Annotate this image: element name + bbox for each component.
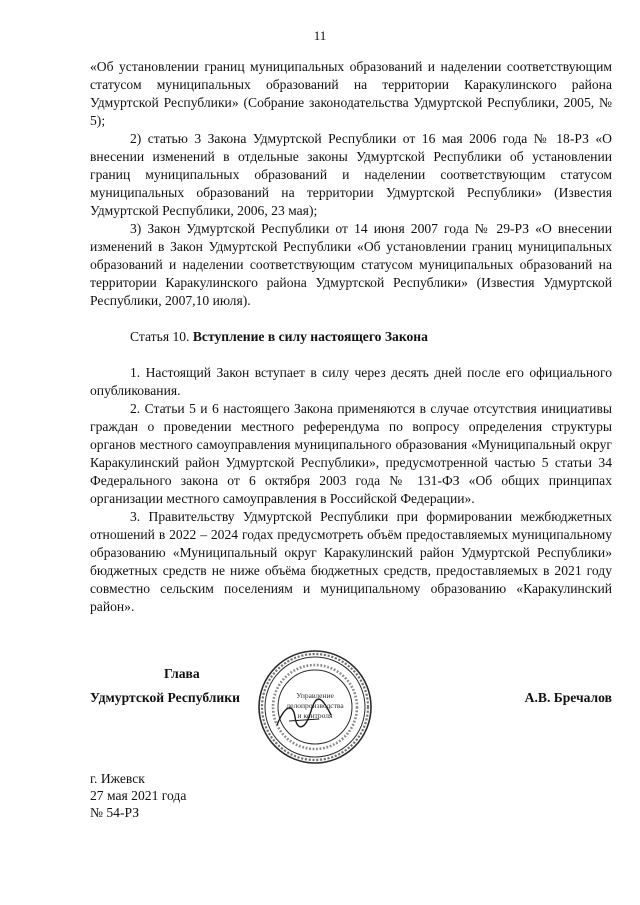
handwritten-signature-icon: [275, 695, 335, 735]
place-of-signing: г. Ижевск: [90, 771, 145, 786]
signatory-title-line-2: Удмуртской Республики: [90, 690, 240, 705]
document-footer: [90, 770, 186, 821]
article-title: Вступление в силу настоящего Закона: [192, 329, 428, 344]
signatory-name: А.В. Бречалов: [524, 690, 612, 705]
date-of-signing: 27 мая 2021 года: [90, 788, 187, 803]
stamp-text-line-3: и контроля: [297, 711, 333, 720]
paragraph-2: 2) статью 3 Закона Удмуртской Республики от 16 мая 2006 года № 18-РЗ «О внесении изменений в отдельные законы Удмуртской Республики об установлении границ муниципальных образований и наделении соответствующим статусом муниципальных образований на территории Удмуртской Республики» (Известия Удмуртской Республики, 2006, 23 мая);: [90, 131, 612, 218]
page-number: 11: [313, 28, 327, 43]
stamp-text-line-2: делопроизводства: [286, 701, 344, 710]
stamp-text-line-1: Управление: [296, 691, 334, 700]
article-number: Статья 10.: [130, 329, 193, 344]
paragraph-3: 3) Закон Удмуртской Республики от 14 июня 2007 года № 29-РЗ «О внесении изменений в Закон Удмуртской Республики «Об установлении границ муниципальных образований и наделении соответствующим статусом муниципальных образований на территории Каракулинского района Удмуртской Республики» (Известия Удмуртской Республики, 2007,10 июля).: [90, 221, 612, 308]
article-paragraph-3: 3. Правительству Удмуртской Республики при формировании межбюджетных отношений в 2022 – 2024 годах предусмотреть объём предоставляемых муниципальному образованию «Муниципальный округ Каракулинский район Удмуртской Республики» бюджетных средств не ниже объёма бюджетных средств, предоставляемых в 2021 году совместно сельским поселениям и муниципальному образованию «Каракулинский район».: [90, 509, 612, 614]
law-number: № 54-РЗ: [90, 805, 140, 820]
signatory-title-line-1: Глава: [164, 666, 200, 681]
article-paragraph-2: 2. Статьи 5 и 6 настоящего Закона применяются в случае отсутствия инициативы граждан о проведении местного референдума по вопросу определения структуры органов местного самоуправления муниципального образования «Муниципальный округ Каракулинский район Удмуртской Республики», предусмотренной частью 5 статьи 34 Федерального закона от 6 октября 2003 года № 131-ФЗ «Об общих принципах организации местного самоуправления в Российской Федерации».: [90, 401, 612, 506]
paragraph-1: «Об установлении границ муниципальных образований и наделении соответствующим статусом муниципальных образований на территории Каракулинского района Удмуртской Республики» (Собрание законодательства Удмуртской Республики, 2005, № 5);: [90, 59, 612, 128]
document-body: [90, 58, 612, 616]
article-paragraph-1: 1. Настоящий Закон вступает в силу через десять дней после его официального опубликования.: [90, 365, 612, 398]
article-heading: [90, 328, 612, 346]
signature-block: [90, 660, 612, 760]
